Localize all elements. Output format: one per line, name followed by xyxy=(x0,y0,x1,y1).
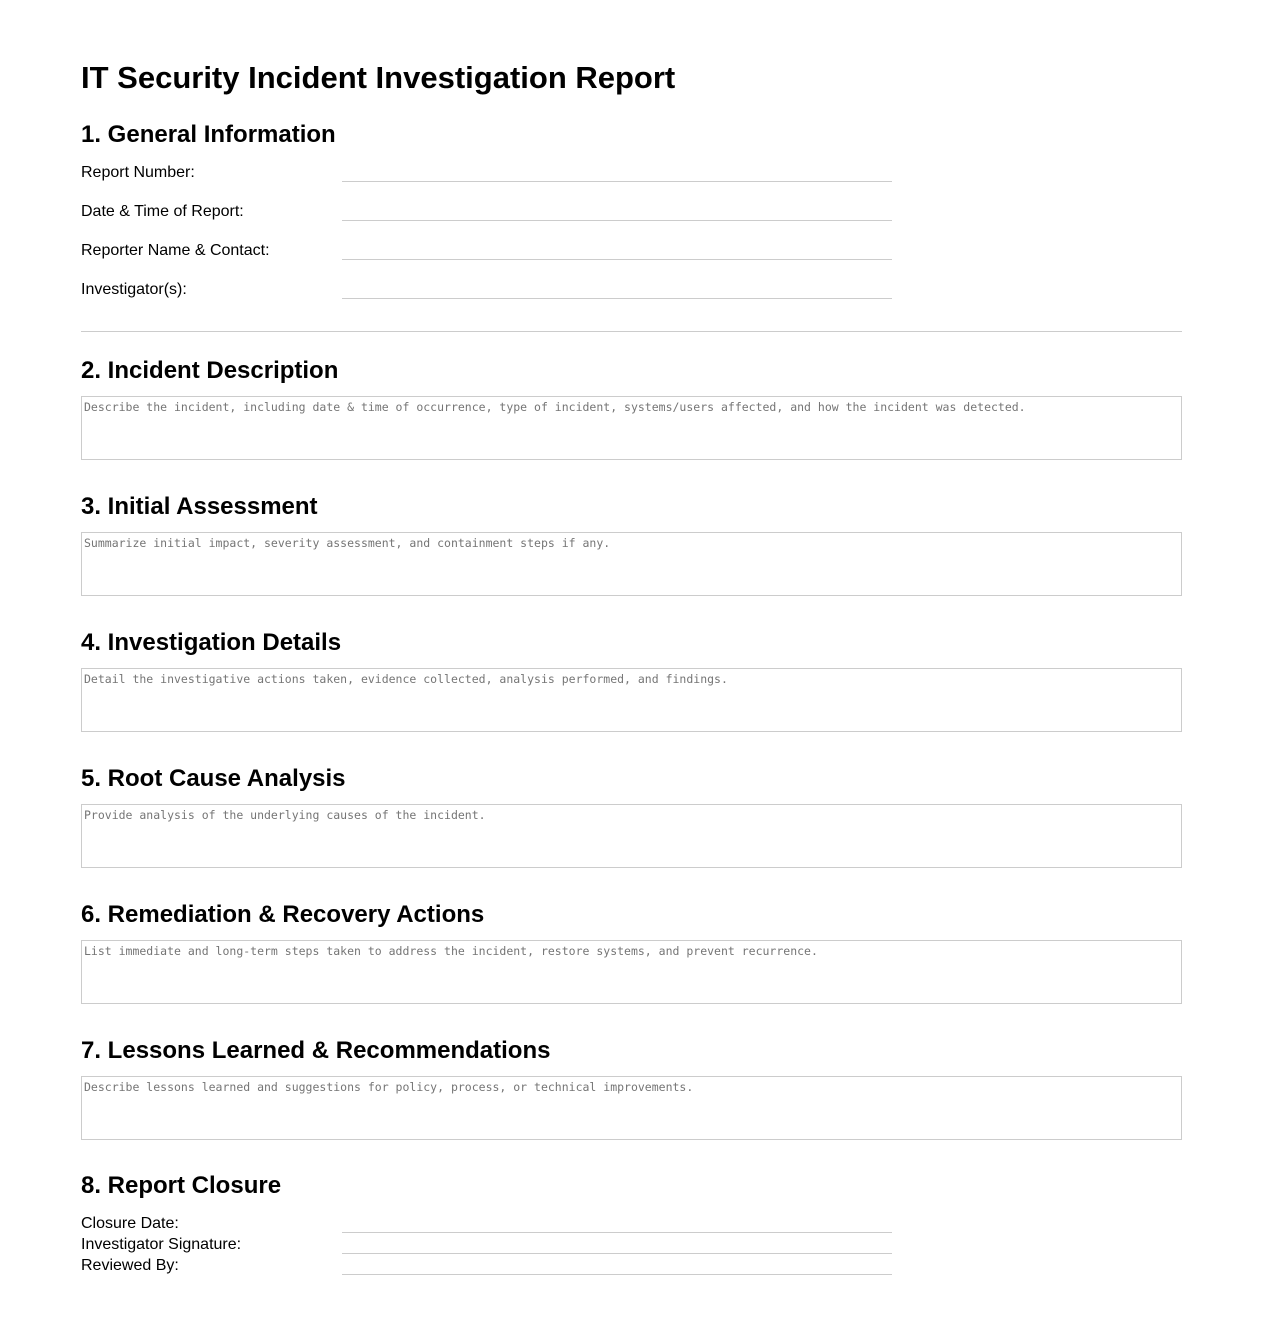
initial-assessment-textarea[interactable] xyxy=(81,532,1182,596)
date-time-input[interactable] xyxy=(342,202,892,221)
investigator-signature-input[interactable] xyxy=(342,1245,892,1254)
closure-date-input[interactable] xyxy=(342,1224,892,1233)
field-row-closure-date xyxy=(81,1214,892,1235)
section-heading-root-cause-analysis: 5. Root Cause Analysis xyxy=(81,765,346,792)
section-heading-remediation-recovery: 6. Remediation & Recovery Actions xyxy=(81,901,485,928)
field-row-reviewed-by xyxy=(81,1256,892,1277)
section-divider xyxy=(81,331,1182,332)
root-cause-analysis-textarea[interactable] xyxy=(81,804,1182,868)
incident-description-textarea[interactable] xyxy=(81,396,1182,460)
section-heading-investigation-details: 4. Investigation Details xyxy=(81,629,342,656)
field-row-investigator-signature xyxy=(81,1235,892,1256)
page-title: IT Security Incident Investigation Report xyxy=(81,60,676,95)
investigators-input[interactable] xyxy=(342,280,892,299)
lessons-learned-textarea[interactable] xyxy=(81,1076,1182,1140)
field-row-investigators xyxy=(81,280,892,310)
section-heading-report-closure: 8. Report Closure xyxy=(81,1172,282,1199)
field-row-reporter xyxy=(81,241,892,271)
field-row-date-time xyxy=(81,202,892,232)
date-time-label: Date & Time of Report: xyxy=(81,203,244,220)
reporter-label: Reporter Name & Contact: xyxy=(81,242,270,259)
reviewed-by-input[interactable] xyxy=(342,1266,892,1275)
report-number-input[interactable] xyxy=(342,163,892,182)
reviewed-by-label: Reviewed By: xyxy=(81,1257,179,1274)
reporter-input[interactable] xyxy=(342,241,892,260)
section-heading-initial-assessment: 3. Initial Assessment xyxy=(81,493,318,520)
report-number-label: Report Number: xyxy=(81,164,195,181)
section-heading-general-information: 1. General Information xyxy=(81,121,336,148)
investigator-signature-label: Investigator Signature: xyxy=(81,1236,242,1253)
remediation-recovery-textarea[interactable] xyxy=(81,940,1182,1004)
section-heading-incident-description: 2. Incident Description xyxy=(81,357,339,384)
investigation-details-textarea[interactable] xyxy=(81,668,1182,732)
field-row-report-number xyxy=(81,163,892,193)
closure-date-label: Closure Date: xyxy=(81,1215,179,1232)
investigators-label: Investigator(s): xyxy=(81,281,187,298)
section-heading-lessons-learned: 7. Lessons Learned & Recommendations xyxy=(81,1037,551,1064)
